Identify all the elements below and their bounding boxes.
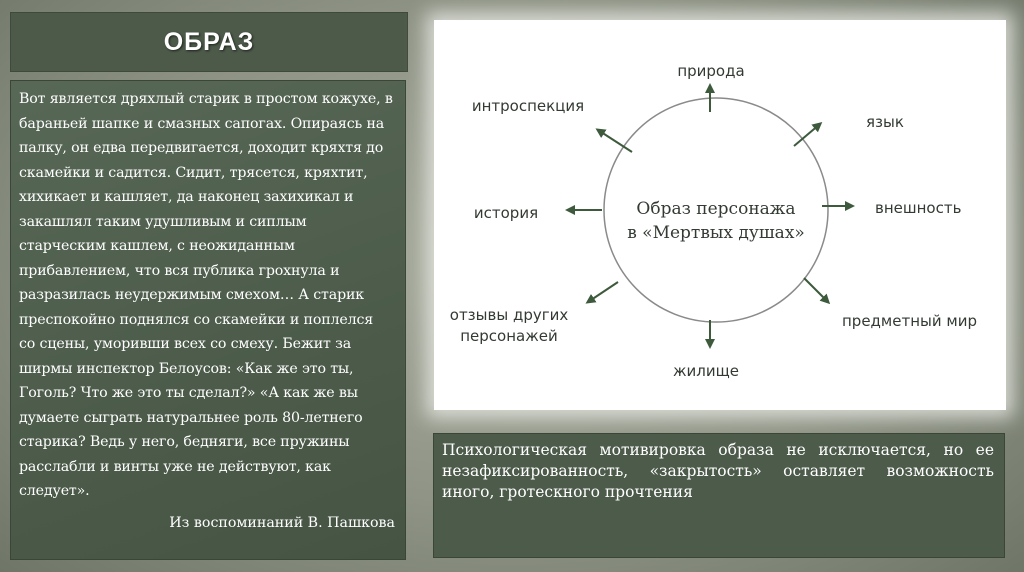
quote-text: Вот является дряхлый старик в простом кожухе, в бараньей шапке и смазных сапогах. Опираясь на палку, он едва передвигается, доходит кряхтя до скамейки и садится. Сидит, трясется, кряхтит, хихикает и кашляет, да наконец захихикал и закашлял таким удушливым и сиплым старческим кашлем, с неожиданным прибавлением, что вся публика грохнула и разразилась неудержимым смехом… А старик преспокойно поднялся со скамейки и поплелся со сцены, уморивши всех со смеху. Бежит за ширмы инспектор Белоусов: «Как же это ты, Гоголь? Что же это ты сделал?» «А как же вы думаете сыграть натуральнее роль 80-летнего старика? Ведь у него, бедняги, все пружины расслабли и винты уже не действуют, как следует». <box>19 91 393 499</box>
node-reviews-line2: персонажей <box>460 327 558 345</box>
arrow-object-world <box>804 278 828 302</box>
node-appearance: внешность <box>875 199 962 217</box>
diagram-panel <box>434 20 1006 410</box>
slide-title-box <box>10 12 408 72</box>
note-text: Психологическая мотивировка образа не исключается, но ее незафиксированность, «закрытость» оставляет возможность иного, гротескного прочтения <box>442 441 994 501</box>
slide-title: ОБРАЗ <box>163 27 255 56</box>
node-language: язык <box>866 113 904 131</box>
arrow-language <box>794 124 820 146</box>
character-image-diagram <box>434 20 1006 410</box>
node-object-world: предметный мир <box>842 312 977 330</box>
node-nature: природа <box>677 62 745 80</box>
node-reviews-line1: отзывы других <box>449 306 569 324</box>
node-introspection: интроспекция <box>471 97 585 115</box>
node-dwelling: жилище <box>673 362 739 380</box>
node-history: история <box>473 204 539 222</box>
center-label-line1: Образ персонажа <box>636 199 796 219</box>
quote-source: Из воспоминаний В. Пашкова <box>169 515 395 531</box>
arrow-reviews <box>588 282 618 302</box>
center-label-line2: в «Мертвых душах» <box>627 223 805 243</box>
quote-panel <box>10 80 406 560</box>
note-panel <box>433 433 1005 558</box>
